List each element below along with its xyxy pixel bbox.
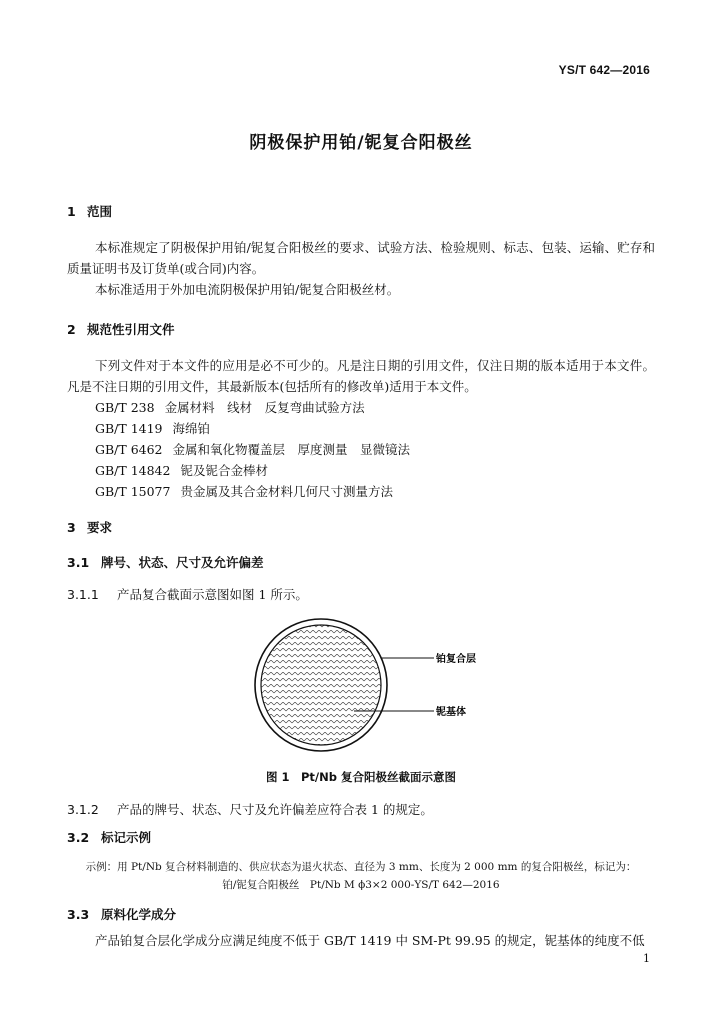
section-title: 牌号、状态、尺寸及允许偏差 xyxy=(101,555,264,570)
reference-code: GB/T 15077 xyxy=(95,484,171,499)
section-3-3-paragraph: 产品铂复合层化学成分应满足纯度不低于 GB/T 1419 中 SM-Pt 99.95 的规定，铌基体的纯度不低 xyxy=(95,933,645,948)
reference-name: 铌及铌合金棒材 xyxy=(180,463,268,478)
reference-name: 海绵铂 xyxy=(172,421,211,436)
reference-item xyxy=(95,419,210,437)
section-title: 要求 xyxy=(87,520,113,535)
page-number: 1 xyxy=(643,952,650,965)
reference-name: 金属和氧化物覆盖层 厚度测量 显微镜法 xyxy=(172,442,411,457)
section-3-heading xyxy=(67,518,112,536)
section-1-heading xyxy=(67,202,112,220)
document-title: 阴极保护用铂/铌复合阳极丝 xyxy=(249,133,473,153)
outer-layer-label: 铂复合层 xyxy=(436,654,476,665)
section-1-paragraph-1: 本标准规定了阴极保护用铂/铌复合阳极丝的要求、试验方法、检验规则、标志、包装、运输、贮存和质量证明书及订货单(或合同)内容。 xyxy=(67,240,655,276)
section-number: 2 xyxy=(67,322,76,337)
reference-name: 金属材料 线材 反复弯曲试验方法 xyxy=(164,400,365,415)
section-number: 3 xyxy=(67,520,76,535)
section-3-1-heading xyxy=(67,553,264,571)
figure-caption: 图 1 Pt/Nb 复合阳极丝截面示意图 xyxy=(266,770,456,784)
clause-text: 产品复合截面示意图如图 1 所示。 xyxy=(117,587,308,602)
reference-code: GB/T 238 xyxy=(95,400,155,415)
section-3-3-heading xyxy=(67,905,176,923)
reference-item xyxy=(95,461,268,479)
marking-example-line-2: 铂/铌复合阳极丝 Pt/Nb M ϕ3×2 000-YS/T 642—2016 xyxy=(222,879,500,891)
clause-3-1-1 xyxy=(67,585,308,603)
reference-code: GB/T 1419 xyxy=(95,421,163,436)
section-3-2-heading xyxy=(67,828,151,846)
section-title: 范围 xyxy=(87,204,113,219)
section-title: 原料化学成分 xyxy=(101,907,177,922)
cross-section-figure xyxy=(250,612,500,762)
marking-example-line-1: 示例：用 Pt/Nb 复合材料制造的、供应状态为退火状态、直径为 3 mm、长度为 2 000 mm 的复合阳极丝，标记为： xyxy=(85,861,637,873)
section-2-heading xyxy=(67,320,175,338)
section-title: 标记示例 xyxy=(101,830,152,845)
core-label: 铌基体 xyxy=(436,707,466,718)
clause-number: 3.1.2 xyxy=(67,802,99,817)
clause-3-1-2 xyxy=(67,800,433,818)
section-number: 3.1 xyxy=(67,555,90,570)
section-1-paragraph-2: 本标准适用于外加电流阴极保护用铂/铌复合阳极丝材。 xyxy=(95,282,400,297)
clause-text: 产品的牌号、状态、尺寸及允许偏差应符合表 1 的规定。 xyxy=(117,802,433,817)
reference-code: GB/T 6462 xyxy=(95,442,163,457)
clause-number: 3.1.1 xyxy=(67,587,99,602)
reference-code: GB/T 14842 xyxy=(95,463,171,478)
section-number: 3.3 xyxy=(67,907,90,922)
reference-item xyxy=(95,482,393,500)
reference-name: 贵金属及其合金材料几何尺寸测量方法 xyxy=(180,484,393,499)
core-circle xyxy=(261,625,381,745)
reference-item xyxy=(95,440,410,458)
reference-item xyxy=(95,398,365,416)
section-2-paragraph-1: 下列文件对于本文件的应用是必不可少的。凡是注日期的引用文件，仅注日期的版本适用于本文件。凡是不注日期的引用文件，其最新版本(包括所有的修改单)适用于本文件。 xyxy=(67,358,655,394)
section-title: 规范性引用文件 xyxy=(87,322,175,337)
standard-code: YS/T 642—2016 xyxy=(558,63,650,77)
section-number: 3.2 xyxy=(67,830,90,845)
section-number: 1 xyxy=(67,204,76,219)
